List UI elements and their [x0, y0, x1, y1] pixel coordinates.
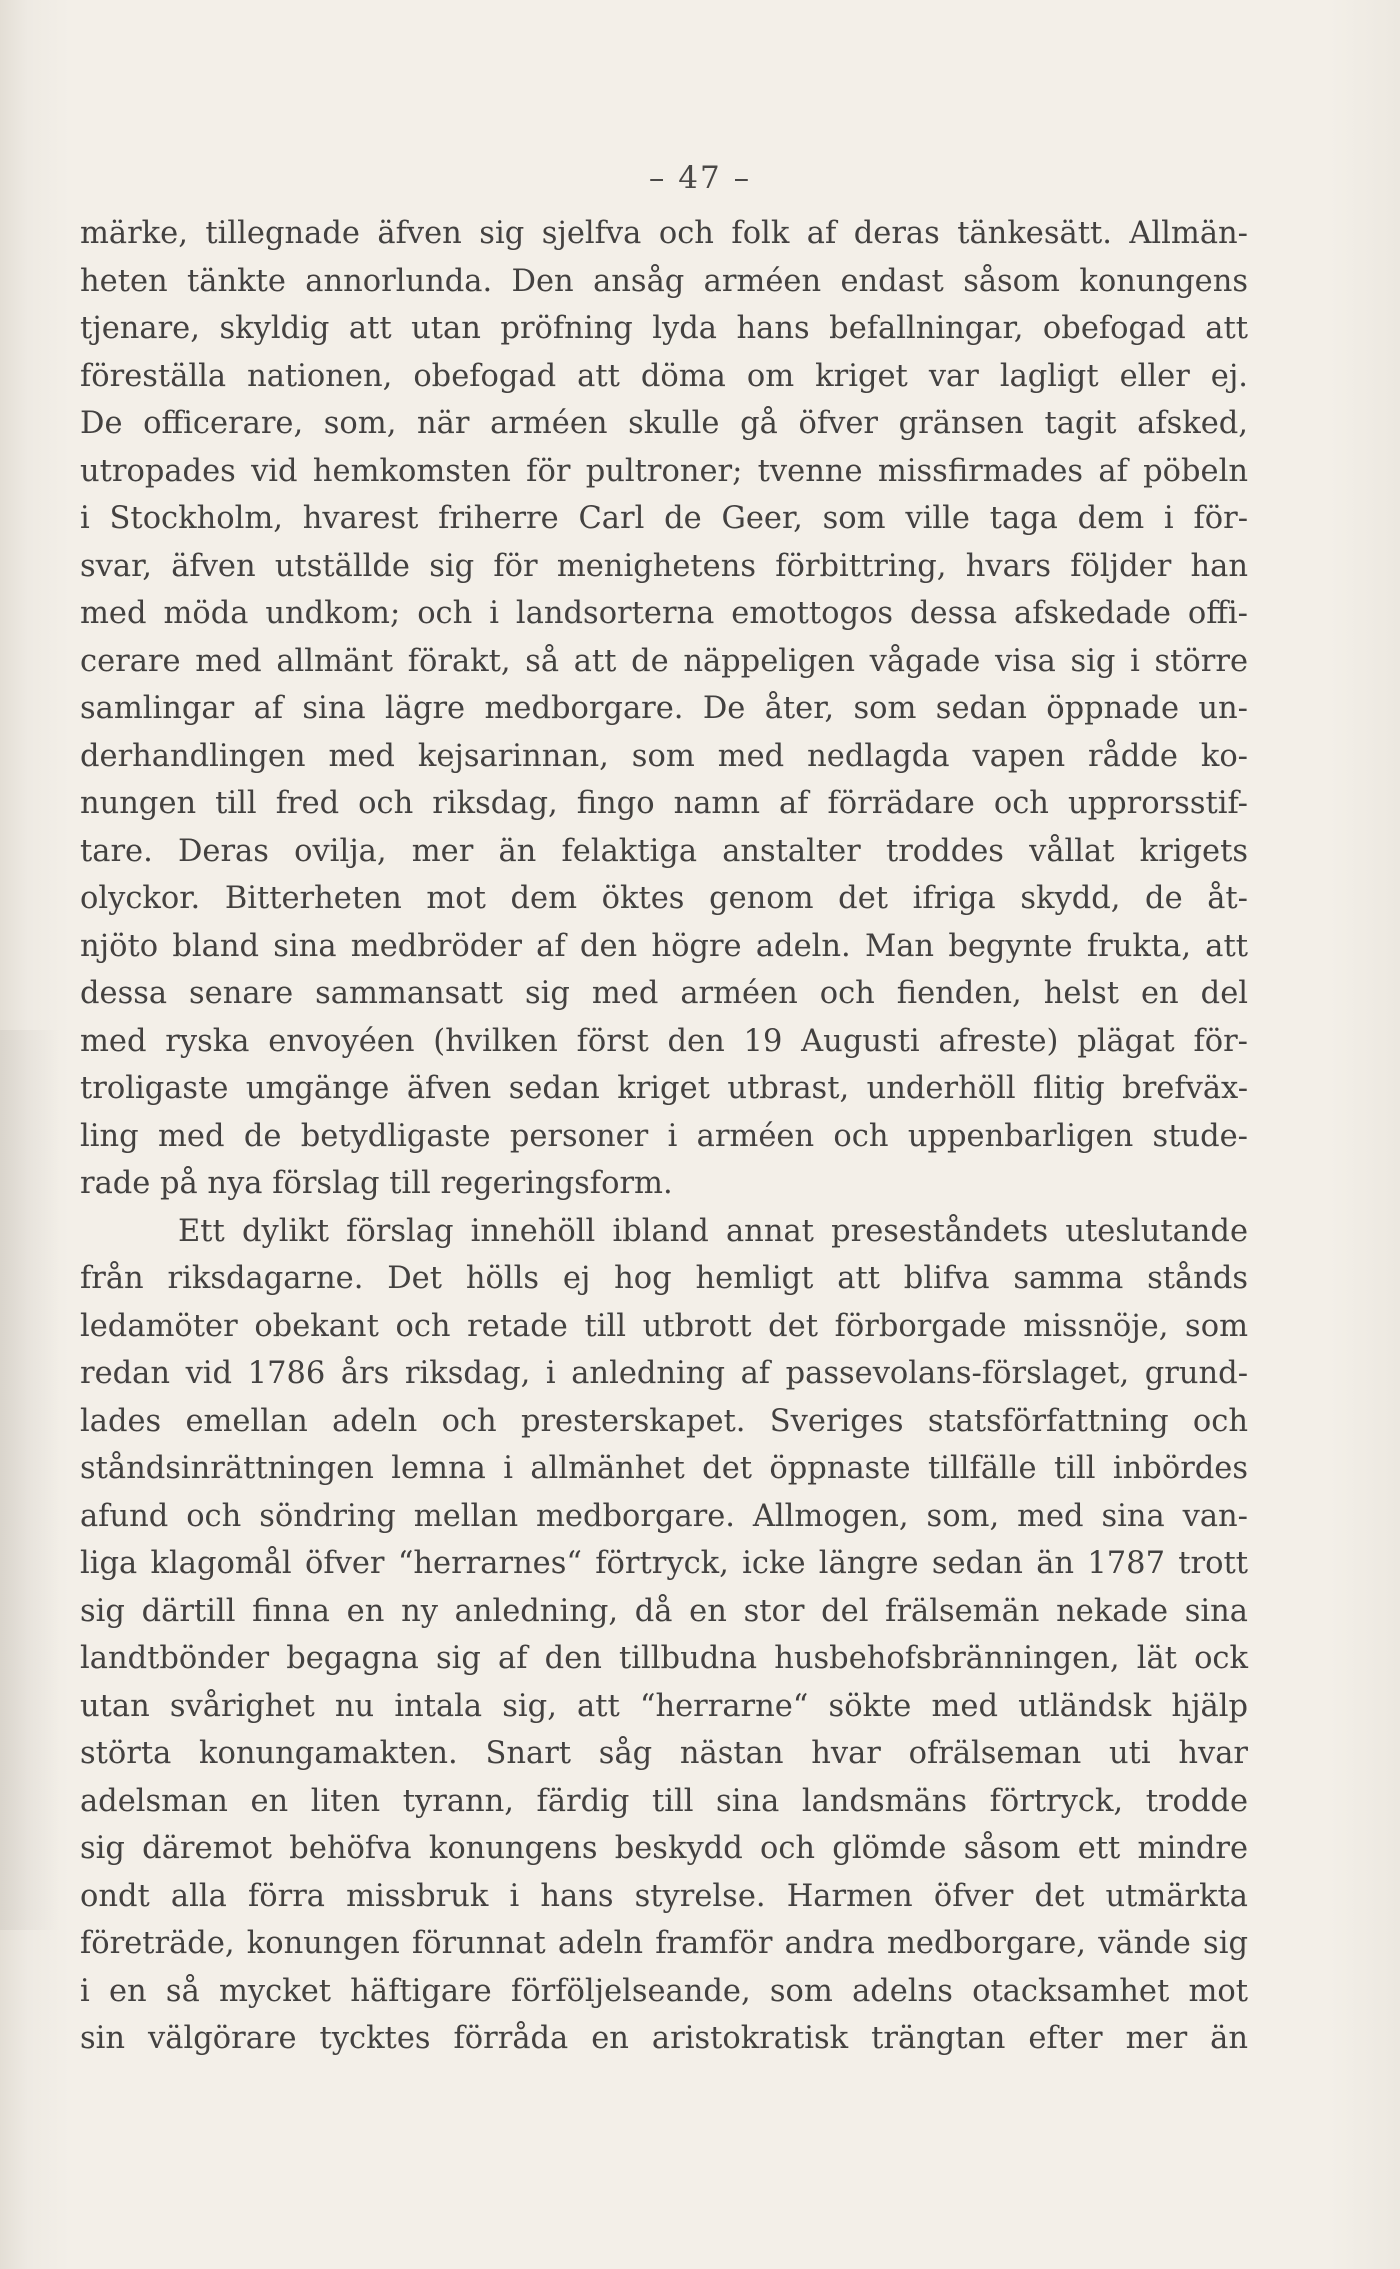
text-line: troligaste umgänge äfven sedan kriget utbrast, underhöll flitig brefväx-: [80, 1071, 1248, 1106]
text-line: lades emellan adeln och presterskapet. Sveriges statsförfattning och: [80, 1403, 1248, 1439]
text-line: företräde, konungen förunnat adeln framför andra medborgare, vände sig: [80, 1926, 1248, 1961]
text-line: märke, tillegnade äfven sig sjelfva och folk af deras tänkesätt. Allmän-: [80, 216, 1248, 251]
text-line: dessa senare sammansatt sig med arméen och fienden, helst en del: [80, 976, 1248, 1011]
text-line: sig därtill finna en ny anledning, då en stor del frälsemän nekade sina: [80, 1593, 1248, 1629]
text-line: liga klagomål öfver “herrarnes“ förtryck, icke längre sedan än 1787 trott: [80, 1546, 1248, 1581]
text-line: redan vid 1786 års riksdag, i anledning af passevolans-förslaget, grund-: [80, 1356, 1248, 1391]
text-line: cerare med allmänt förakt, så att de näppeligen vågade visa sig i större: [80, 643, 1248, 679]
text-line: sig däremot behöfva konungens beskydd och glömde såsom ett mindre: [80, 1831, 1248, 1866]
text-line: sin välgörare tycktes förråda en aristokratisk trängtan efter mer än: [80, 2021, 1248, 2056]
text-line: olyckor. Bitterheten mot dem öktes genom det ifriga skydd, de åt-: [80, 881, 1248, 916]
text-line: i Stockholm, hvarest friherre Carl de Geer, som ville taga dem i för-: [80, 501, 1248, 536]
text-line: landtbönder begagna sig af den tillbudna husbehofsbränningen, lät ock: [80, 1641, 1248, 1676]
text-line: i en så mycket häftigare förföljelseande, som adelns otacksamhet mot: [80, 1973, 1248, 2009]
text-line: ståndsinrättningen lemna i allmänhet det öppnaste tillfälle till inbördes: [80, 1451, 1248, 1486]
text-line: ling med de betydligaste personer i arméen och uppenbarligen stude-: [80, 1118, 1248, 1154]
text-line: nungen till fred och riksdag, fingo namn af förrädare och upprorsstif-: [80, 786, 1248, 821]
text-line: adelsman en liten tyrann, färdig till sina landsmäns förtryck, trodde: [80, 1783, 1248, 1819]
paragraph-end-line: rade på nya förslag till regeringsform.: [80, 1166, 673, 1201]
text-line: med möda undkom; och i landsorterna emottogos dessa afskedade offi-: [80, 596, 1248, 631]
text-line: tare. Deras ovilja, mer än felaktiga anstalter troddes vållat krigets: [80, 833, 1248, 869]
text-line: afund och söndring mellan medborgare. Allmogen, som, med sina van-: [80, 1498, 1248, 1534]
text-line: från riksdagarne. Det hölls ej hog hemligt att blifva samma stånds: [80, 1261, 1248, 1296]
text-line: svar, äfven utställde sig för menighetens förbittring, hvars följder han: [80, 548, 1248, 584]
text-line: De officerare, som, när arméen skulle gå öfver gränsen tagit afsked,: [80, 406, 1248, 441]
page-number: – 47 –: [648, 160, 752, 196]
text-line: föreställa nationen, obefogad att döma om kriget var lagligt eller ej.: [80, 358, 1248, 394]
text-line: utan svårighet nu intala sig, att “herrarne“ sökte med utländsk hjälp: [80, 1688, 1248, 1724]
text-line: njöto bland sina medbröder af den högre adeln. Man begynte frukta, att: [80, 928, 1248, 964]
text-line: ledamöter obekant och retade till utbrott det förborgade missnöje, som: [80, 1308, 1248, 1344]
text-line: samlingar af sina lägre medborgare. De åter, som sedan öppnade un-: [80, 691, 1248, 726]
page-shadow: [0, 1030, 60, 1930]
text-line: tjenare, skyldig att utan pröfning lyda hans befallningar, obefogad att: [80, 311, 1248, 346]
body-text: [80, 210, 1248, 2063]
text-line: störta konungamakten. Snart såg nästan hvar ofrälseman uti hvar: [80, 1736, 1248, 1771]
text-line: ondt alla förra missbruk i hans styrelse. Harmen öfver det utmärkta: [80, 1878, 1248, 1914]
text-line: derhandlingen med kejsarinnan, som med nedlagda vapen rådde ko-: [80, 738, 1248, 774]
paragraph-start-line: Ett dylikt förslag innehöll ibland annat preseståndets uteslutande: [178, 1213, 1248, 1249]
text-line: heten tänkte annorlunda. Den ansåg arméen endast såsom konungens: [80, 263, 1248, 299]
text-line: med ryska envoyéen (hvilken först den 19 Augusti afreste) plägat för-: [80, 1023, 1248, 1059]
text-line: utropades vid hemkomsten för pultroner; tvenne missfirmades af pöbeln: [80, 453, 1248, 489]
